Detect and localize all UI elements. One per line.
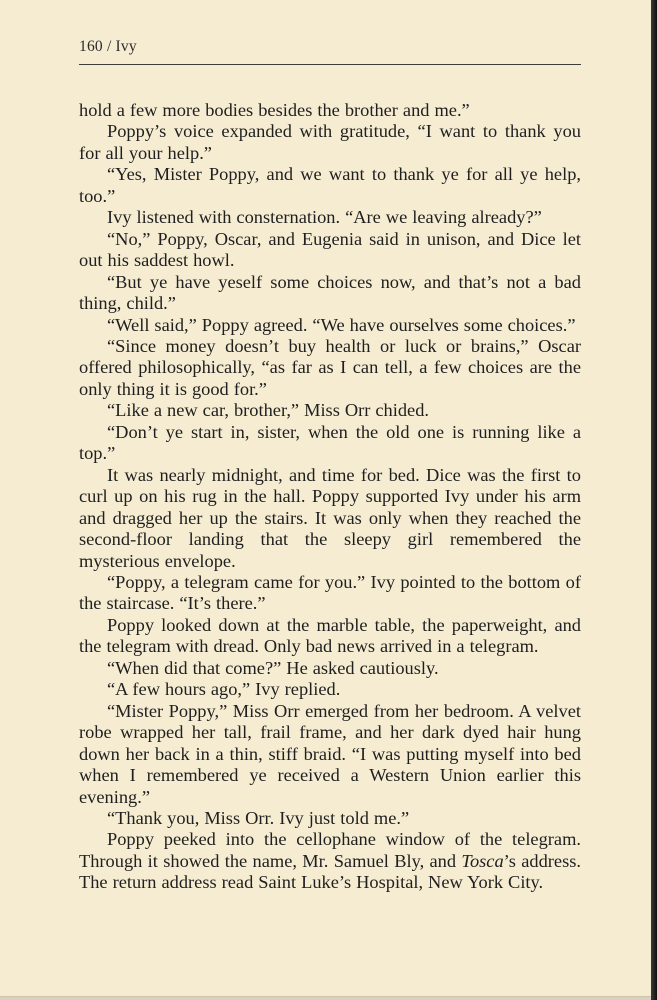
last-paragraph-part1: Poppy peeked into the cellophane window of the telegram. Through it showed the name, Mr. Samuel Bly, and bbox=[79, 829, 581, 871]
header-separator: / bbox=[106, 38, 112, 55]
paragraph: “Well said,” Poppy agreed. “We have ourselves some choices.” bbox=[107, 314, 576, 335]
last-paragraph-part2: ’s address. The return address read Saint Luke’s Hospital, New York City. bbox=[79, 850, 582, 893]
paragraph: It was nearly midnight, and time for bed. Dice was the first to curl up on his rug in the hall. Poppy supported Ivy under his arm and dragged her up the stairs. It was only when they reached the second-floor landing that the sleepy girl remembered the mysterious envelope. bbox=[79, 464, 581, 571]
paragraph: “Poppy, a telegram came for you.” Ivy pointed to the bottom of the staircase. “It’s there.” bbox=[79, 571, 581, 614]
paragraph: “But ye have yeself some choices now, and that’s not a bad thing, child.” bbox=[79, 271, 581, 314]
paragraph: “No,” Poppy, Oscar, and Eugenia said in unison, and Dice let out his saddest howl. bbox=[79, 228, 581, 271]
page-number: 160 bbox=[79, 38, 103, 55]
paragraph: hold a few more bodies besides the brother and me.” bbox=[79, 100, 470, 120]
running-header bbox=[79, 38, 137, 56]
paragraph: Poppy looked down at the marble table, the paperweight, and the telegram with dread. Only bad news arrived in a telegram. bbox=[79, 614, 581, 657]
paragraph: Ivy listened with consternation. “Are we leaving already?” bbox=[107, 207, 542, 228]
paragraph: “Like a new car, brother,” Miss Orr chided. bbox=[107, 400, 430, 421]
last-paragraph bbox=[79, 829, 581, 893]
header-rule bbox=[79, 64, 581, 65]
ship-name: Tosca bbox=[461, 850, 504, 871]
paragraph: Poppy’s voice expanded with gratitude, “I want to thank you for all your help.” bbox=[79, 121, 581, 163]
paragraph: “Don’t ye start in, sister, when the old one is running like a top.” bbox=[79, 421, 581, 464]
paragraph: “Mister Poppy,” Miss Orr emerged from her bedroom. A velvet robe wrapped her tall, frail frame, and her dark dyed hair hung down her back in a thin, stiff braid. “I was putting myself into bed when I remembered ye received a Western Union earlier this evening.” bbox=[79, 700, 581, 807]
page-edge-shadow bbox=[651, 0, 657, 1000]
paragraph: “Thank you, Miss Orr. Ivy just told me.” bbox=[107, 807, 410, 828]
paragraph: “A few hours ago,” Ivy replied. bbox=[107, 679, 341, 700]
book-title: Ivy bbox=[115, 38, 137, 55]
body-text bbox=[79, 100, 581, 894]
paragraph: “Yes, Mister Poppy, and we want to thank ye for all ye help, too.” bbox=[79, 164, 581, 206]
paragraph: “Since money doesn’t buy health or luck or brains,” Oscar offered philosophically, “as far as I can tell, a few choices are the only thing it is good for.” bbox=[79, 335, 581, 399]
paragraph: “When did that come?” He asked cautiously. bbox=[107, 657, 439, 678]
